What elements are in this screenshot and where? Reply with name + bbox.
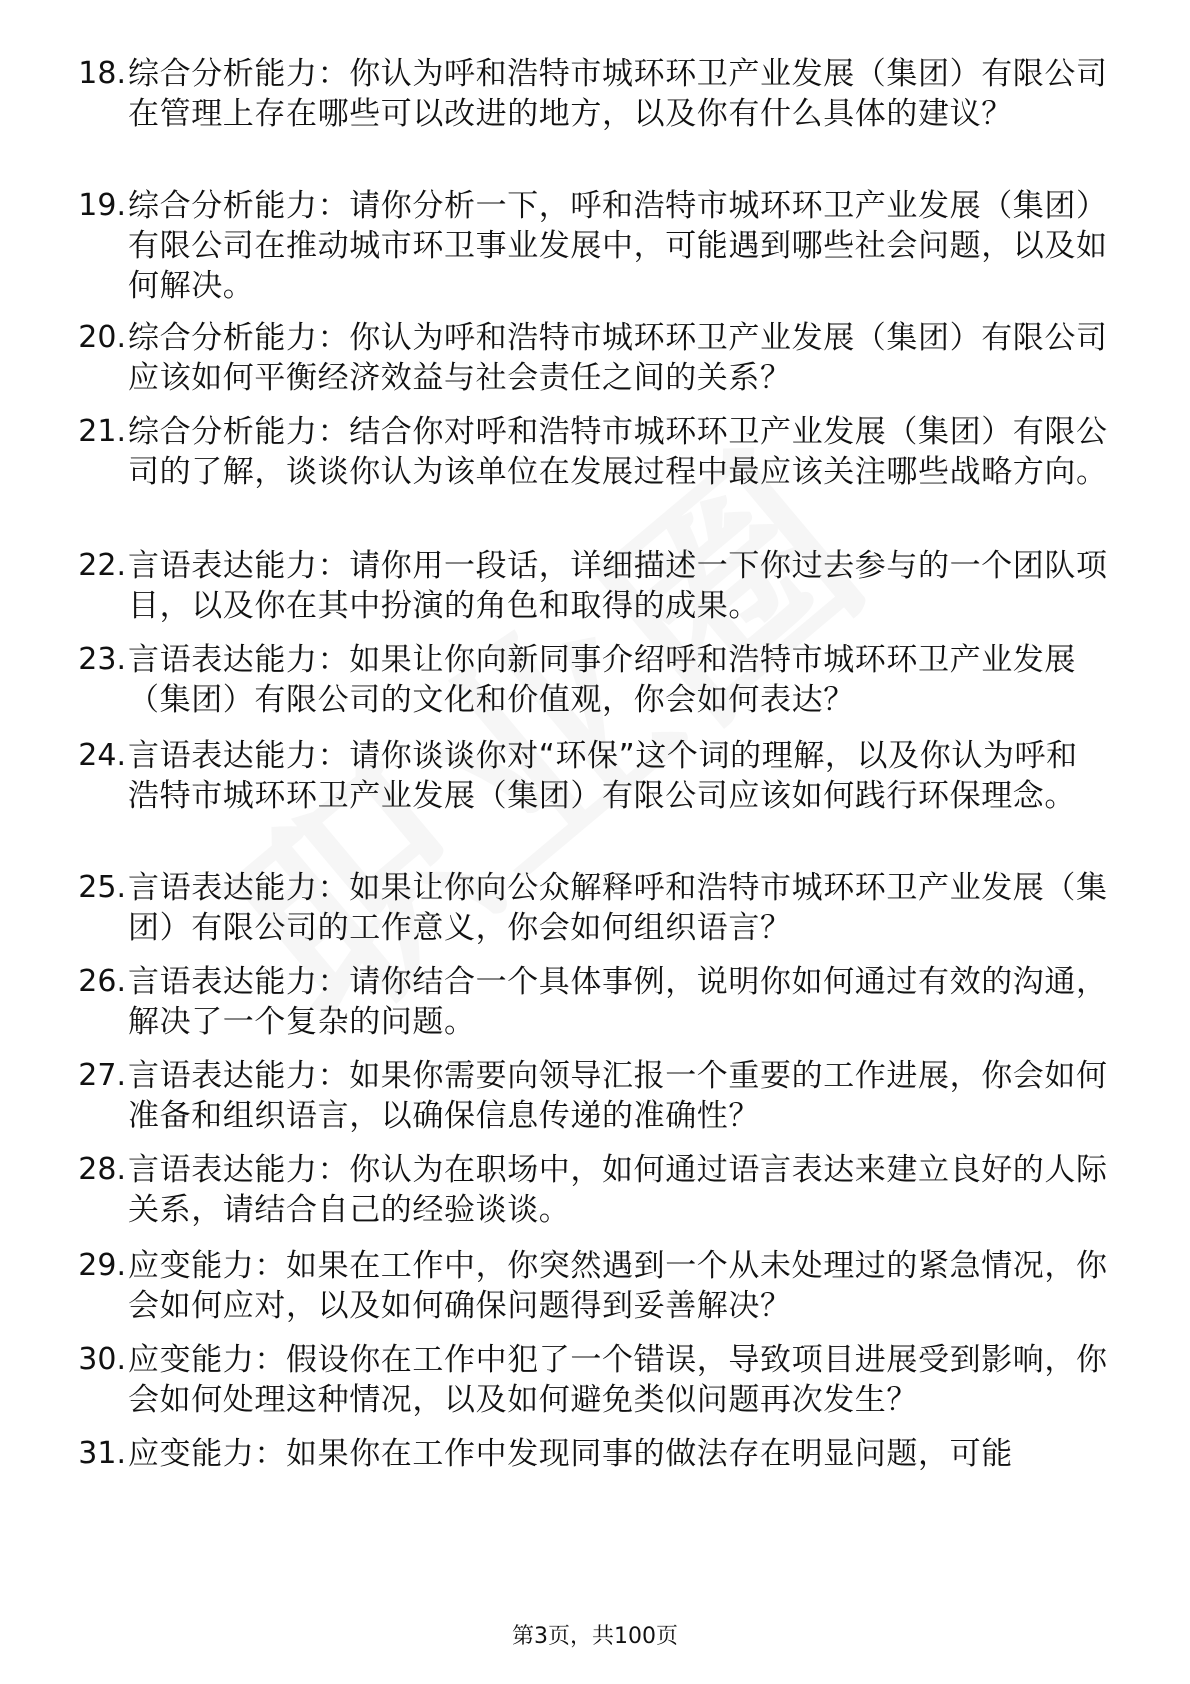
question-text: 综合分析能力：结合你对呼和浩特市城环环卫产业发展（集团）有限公司的了解，谈谈你认为该单位在发展过程中最应该关注哪些战略方向。 (128, 414, 1108, 490)
question-number: 28. (78, 1152, 126, 1187)
question-text: 言语表达能力：请你谈谈你对“环保”这个词的理解，以及你认为呼和浩特市城环环卫产业发展（集团）有限公司应该如何践行环保理念。 (128, 738, 1078, 814)
question-text: 综合分析能力：你认为呼和浩特市城环环卫产业发展（集团）有限公司在管理上存在哪些可以改进的地方，以及你有什么具体的建议？ (128, 56, 1108, 132)
question-number: 19. (78, 188, 126, 223)
question-number: 25. (78, 870, 126, 905)
page-footer: 第3页，共100页 (512, 1624, 678, 1649)
question-text: 言语表达能力：请你结合一个具体事例，说明你如何通过有效的沟通，解决了一个复杂的问题。 (128, 964, 1108, 1040)
question-number: 24. (78, 738, 126, 773)
question-number: 30. (78, 1342, 126, 1377)
question-text: 言语表达能力：你认为在职场中，如何通过语言表达来建立良好的人际关系，请结合自己的经验谈谈。 (128, 1152, 1108, 1228)
question-text: 言语表达能力：如果让你向新同事介绍呼和浩特市城环环卫产业发展（集团）有限公司的文化和价值观，你会如何表达？ (128, 642, 1076, 718)
question-text: 言语表达能力：请你用一段话，详细描述一下你过去参与的一个团队项目，以及你在其中扮演的角色和取得的成果。 (128, 548, 1108, 624)
question-number: 26. (78, 964, 126, 999)
question-text: 言语表达能力：如果让你向公众解释呼和浩特市城环环卫产业发展（集团）有限公司的工作意义，你会如何组织语言？ (128, 870, 1108, 946)
question-text: 应变能力：假设你在工作中犯了一个错误，导致项目进展受到影响，你会如何处理这种情况，以及如何避免类似问题再次发生？ (128, 1342, 1108, 1418)
question-text: 综合分析能力：你认为呼和浩特市城环环卫产业发展（集团）有限公司应该如何平衡经济效益与社会责任之间的关系？ (128, 320, 1108, 396)
question-number: 23. (78, 642, 126, 677)
question-text: 应变能力：如果你在工作中发现同事的做法存在明显问题，可能 (128, 1436, 1013, 1472)
question-text: 综合分析能力：请你分析一下，呼和浩特市城环环卫产业发展（集团）有限公司在推动城市环卫事业发展中，可能遇到哪些社会问题，以及如何解决。 (128, 188, 1108, 304)
question-number: 29. (78, 1248, 126, 1283)
question-number: 31. (78, 1436, 126, 1471)
question-text: 应变能力：如果在工作中，你突然遇到一个从未处理过的紧急情况，你会如何应对，以及如何确保问题得到妥善解决？ (128, 1248, 1108, 1324)
question-number: 22. (78, 548, 126, 583)
question-number: 27. (78, 1058, 126, 1093)
question-number: 20. (78, 320, 126, 355)
question-number: 18. (78, 56, 126, 91)
question-text: 言语表达能力：如果你需要向领导汇报一个重要的工作进展，你会如何准备和组织语言，以确保信息传递的准确性？ (128, 1058, 1108, 1134)
question-number: 21. (78, 414, 126, 449)
